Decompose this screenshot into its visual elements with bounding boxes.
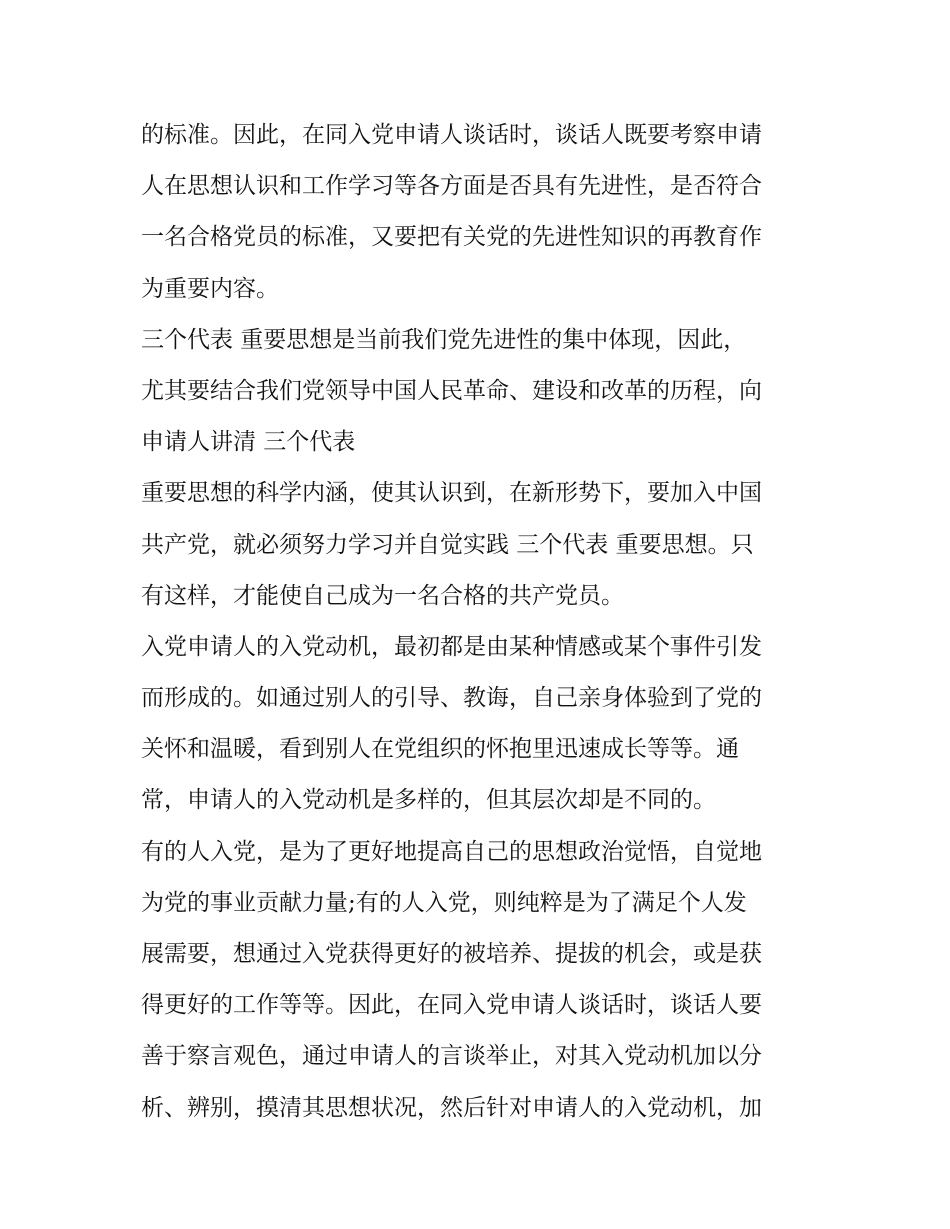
text-line: 共产党，就必须努力学习并自觉实践 三个代表 重要思想。只	[141, 531, 754, 558]
text-line: 关怀和温暖，看到别人在党组织的怀抱里迅速成长等等。通	[141, 736, 739, 763]
text-line: 析、辨别，摸清其思想状况，然后针对申请人的入党动机，加	[141, 1094, 762, 1121]
text-line: 申请人讲清 三个代表	[141, 429, 356, 456]
text-line: 有这样，才能使自己成为一名合格的共产党员。	[141, 582, 624, 609]
text-line: 有的人入党，是为了更好地提高自己的思想政治觉悟，自觉地	[141, 838, 762, 865]
text-line: 的标准。因此，在同入党申请人谈话时，谈话人既要考察申请	[141, 122, 762, 148]
text-line: 常，申请人的入党动机是多样的，但其层次却是不同的。	[141, 787, 716, 814]
text-line: 得更好的工作等等。因此，在同入党申请人谈话时，谈话人要	[141, 992, 762, 1019]
text-line: 三个代表 重要思想是当前我们党先进性的集中体现，因此，	[141, 326, 747, 353]
text-line: 而形成的。如通过别人的引导、教诲，自己亲身体验到了党的	[141, 685, 762, 712]
body-text	[141, 110, 821, 1134]
text-line: 善于察言观色，通过申请人的言谈举止，对其入党动机加以分	[141, 1043, 762, 1070]
text-line: 入党申请人的入党动机，最初都是由某种情感或某个事件引发	[141, 633, 762, 660]
text-line: 重要思想的科学内涵，使其认识到，在新形势下，要加入中国	[141, 480, 762, 507]
text-line: 为党的事业贡献力量;有的人入党，则纯粹是为了满足个人发	[141, 889, 747, 916]
text-line: 为重要内容。	[141, 275, 279, 302]
text-line: 人在思想认识和工作学习等各方面是否具有先进性，是否符合	[141, 173, 762, 200]
text-line: 展需要，想通过入党获得更好的被培养、提拔的机会，或是获	[141, 941, 762, 967]
text-line: 一名合格党员的标准，又要把有关党的先进性知识的再教育作	[141, 224, 762, 251]
text-line: 尤其要结合我们党领导中国人民革命、建设和改革的历程，向	[141, 377, 762, 404]
